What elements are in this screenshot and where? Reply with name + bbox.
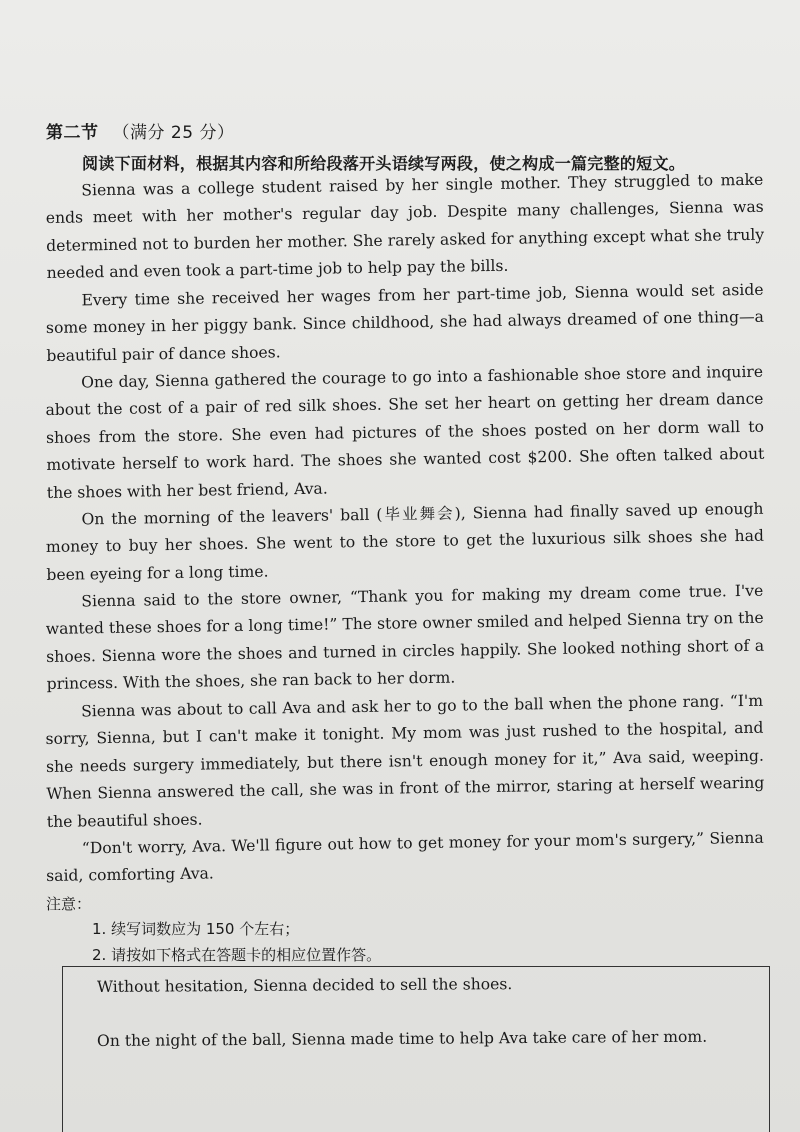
passage-paragraph: “Don't worry, Ava. We'll figure out how to get money for your mom's surgery,” Sienna said, comforting Ava. bbox=[46, 828, 764, 886]
paragraph-starter-2: On the night of the ball, Sienna made time to help Ava take care of her mom. bbox=[96, 1027, 708, 1050]
passage-paragraph: One day, Sienna gathered the courage to go into a fashionable shoe store and inquire about the cost of a pair of red silk shoes. She set her heart on getting her dream dance shoes from the store. She even had pictures of the shoes posted on her dorm wall to motivate herself to work hard. The shoes she wanted cost $200. She often talked about the shoes with her best friend, Ava. bbox=[45, 362, 765, 502]
section-heading bbox=[46, 118, 764, 143]
passage-paragraph: Every time she received her wages from her part-time job, Sienna would set aside some money in her piggy bank. Since childhood, she had always dreamed of one thing—a beautiful pair of dance shoes. bbox=[45, 280, 765, 365]
note-item: 2. 请按如下格式在答题卡的相应位置作答。 bbox=[92, 945, 382, 964]
passage-paragraph: On the morning of the leavers' ball (毕业舞会), Sienna had finally saved up enough money to buy her shoes. She went to the store to get the luxurious silk shoes she had been eyeing for a long time. bbox=[45, 499, 765, 584]
note-item: 1. 续写词数应为 150 个左右； bbox=[92, 919, 300, 938]
task-instruction: 阅读下面材料，根据其内容和所给段落开头语续写两段，使之构成一篇完整的短文。 bbox=[82, 154, 686, 173]
passage-paragraph: Sienna said to the store owner, “Thank you for making my dream come true. I've wanted these shoes for a long time!” The store owner smiled and helped Sienna try on the shoes. Sienna wore the shoes and turned in circles happily. She looked nothing short of a princess. With the shoes, she ran back to her dorm. bbox=[45, 581, 765, 694]
paragraph-starter-1: Without hesitation, Sienna decided to sell the shoes. bbox=[96, 975, 513, 996]
section-score: （满分 25 分） bbox=[112, 123, 235, 143]
notes-list bbox=[46, 916, 764, 968]
passage-paragraph: Sienna was about to call Ava and ask her to go to the ball when the phone rang. “I'm sorry, Sienna, but I can't make it tonight. My mom was just rushed to the hospital, and she needs surgery immediately, but there isn't enough money for it,” Ava said, weeping. When Sienna answered the call, she was in front of the mirror, staring at herself wearing the beautiful shoes. bbox=[45, 691, 765, 831]
reading-passage bbox=[45, 170, 765, 891]
answer-box bbox=[62, 966, 770, 1132]
notes-title: 注意： bbox=[46, 894, 92, 913]
passage-paragraph: Sienna was a college student raised by her single mother. They struggled to make ends meet with her mother's regular day job. Despite many challenges, Sienna was determined not to burden her mother. She rarely asked for anything except what she truly needed and even took a part-time job to help pay the bills. bbox=[45, 170, 765, 283]
section-title: 第二节 bbox=[46, 123, 99, 143]
